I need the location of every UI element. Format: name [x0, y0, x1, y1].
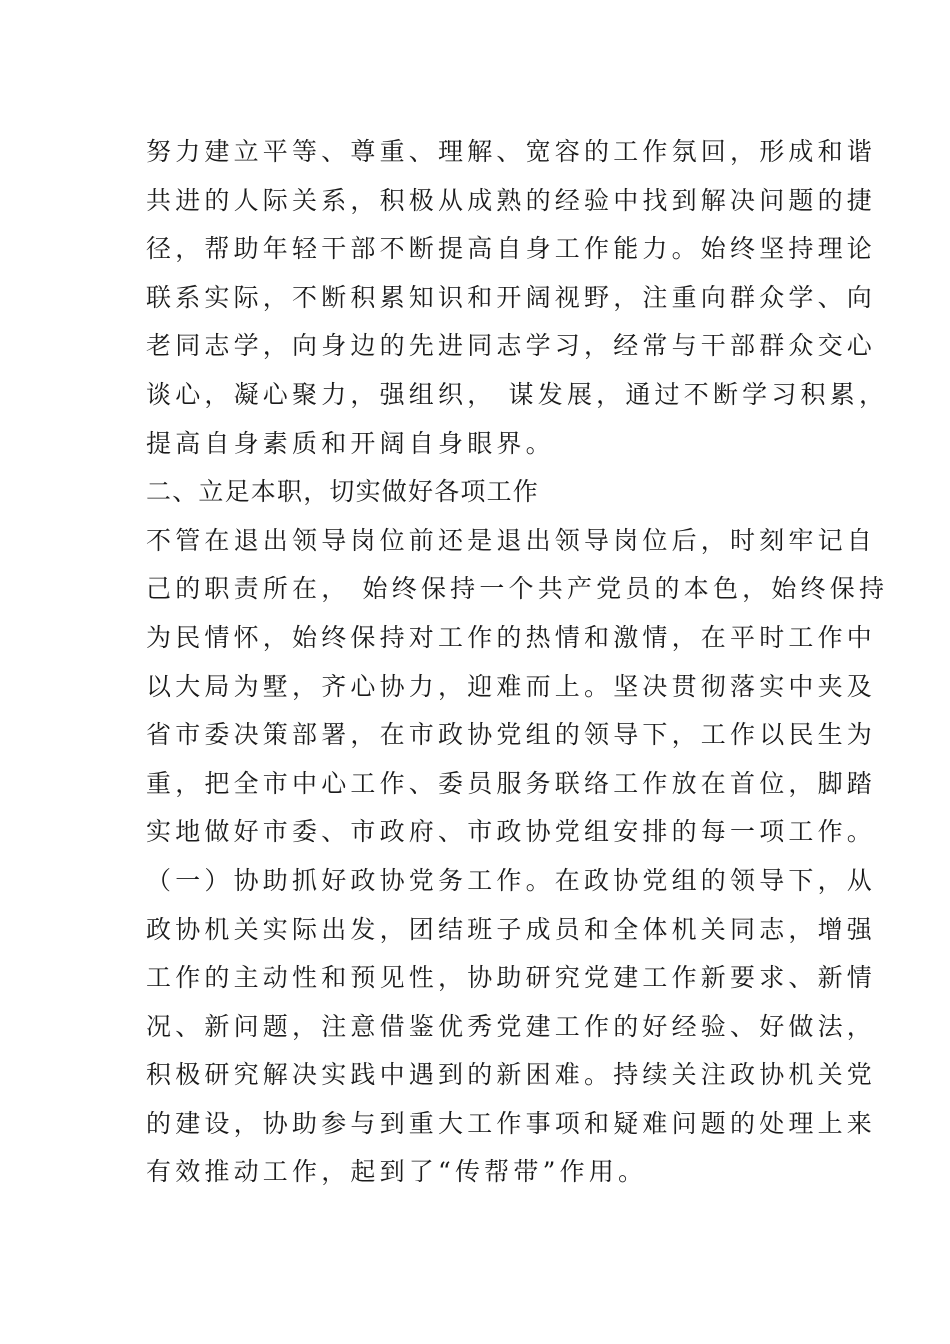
text-line: 共进的人际关系，积极从成熟的经验中找到解决问题的捷 [146, 185, 877, 215]
text-line: 提高自身素质和开阔自身眼界。 [146, 428, 555, 458]
text-line: 工作的主动性和预见性，协助研究党建工作新要求、新情 [146, 963, 877, 993]
text-line: 况、新问题，注意借鉴优秀党建工作的好经验、好做法， [146, 1011, 877, 1041]
paragraph-1 [146, 128, 889, 468]
text-line: 以大局为墅，齐心协力，迎难而上。坚决贯彻落实中夹及 [146, 671, 877, 701]
document-body [146, 128, 889, 1197]
text-line: 己的职责所在， 始终保持一个共产党员的本色，始终保持 [146, 574, 889, 604]
paragraph-2 [146, 517, 889, 857]
text-line: 联系实际，不断积累知识和开阔视野，注重向群众学、向 [146, 282, 877, 312]
text-line: 省市委决策部署，在市政协党组的领导下，工作以民生为 [146, 720, 877, 750]
text-line: 谈心，凝心聚力，强组织， 谋发展，通过不断学习积累， [146, 379, 889, 409]
text-line: 不管在退出领导岗位前还是退出领导岗位后，时刻牢记自 [146, 525, 877, 555]
text-line: 重，把全市中心工作、委员服务联络工作放在首位，脚踏 [146, 768, 877, 798]
text-line: 的建设，协助参与到重大工作事项和疑难问题的处理上来 [146, 1108, 877, 1138]
text-line: 径，帮助年轻干部不断提高自身工作能力。始终坚持理论 [146, 234, 877, 264]
text-line: 努力建立平等、尊重、理解、宽容的工作氛回，形成和谐 [146, 137, 877, 166]
text-line: （一）协助抓好政协党务工作。在政协党组的领导下，从 [146, 865, 877, 895]
section-heading: 二、立足本职，切实做好各项工作 [146, 477, 540, 507]
text-line: 为民情怀，始终保持对工作的热情和激情，在平时工作中 [146, 622, 877, 652]
text-line: 老同志学，向身边的先进同志学习，经常与干部群众交心 [146, 331, 877, 361]
text-line: 实地做好市委、市政府、市政协党组安排的每一项工作。 [146, 817, 877, 847]
paragraph-3 [146, 857, 877, 1197]
text-line: 有效推动工作，起到了“传帮带”作用。 [146, 1157, 648, 1187]
text-line: 积极研究解决实践中遇到的新困难。持续关注政协机关党 [146, 1060, 877, 1090]
text-line: 政协机关实际出发，团结班子成员和全体机关同志，增强 [146, 914, 877, 944]
